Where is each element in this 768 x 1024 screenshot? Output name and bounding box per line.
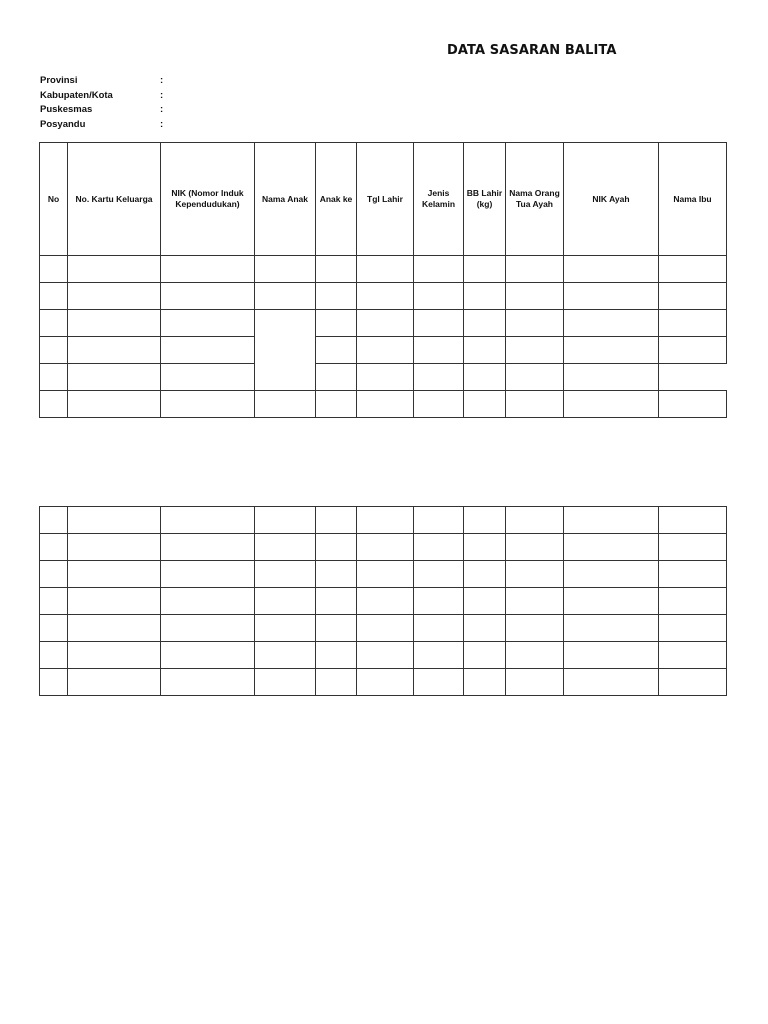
table-row	[40, 534, 727, 561]
table-cell[interactable]	[506, 669, 564, 696]
table-cell[interactable]	[357, 669, 414, 696]
table-cell[interactable]	[255, 256, 316, 283]
table-cell[interactable]	[255, 507, 316, 534]
table-cell[interactable]	[68, 642, 161, 669]
balita-table-2	[39, 506, 727, 696]
table-cell[interactable]	[68, 615, 161, 642]
table-cell[interactable]	[40, 283, 68, 310]
table-cell[interactable]	[357, 391, 414, 418]
table-row	[40, 507, 727, 534]
table-row	[40, 642, 727, 669]
meta-label: Posyandu	[40, 118, 86, 130]
table-cell[interactable]	[40, 561, 68, 588]
table-cell[interactable]	[564, 588, 659, 615]
document-title: DATA SASARAN BALITA	[447, 43, 617, 58]
table-cell[interactable]	[161, 337, 255, 364]
table-cell[interactable]	[357, 310, 414, 337]
table-cell[interactable]	[40, 534, 68, 561]
meta-provinsi	[40, 74, 180, 89]
table-cell[interactable]	[68, 669, 161, 696]
table-cell[interactable]	[564, 561, 659, 588]
table-cell[interactable]	[464, 534, 506, 561]
table-cell[interactable]	[464, 642, 506, 669]
table-cell[interactable]	[255, 615, 316, 642]
balita-table-1	[39, 142, 727, 418]
table-cell[interactable]	[506, 561, 564, 588]
table-cell[interactable]	[161, 256, 255, 283]
table-cell[interactable]	[564, 642, 659, 669]
table-cell[interactable]	[40, 391, 68, 418]
table-cell[interactable]	[316, 337, 357, 364]
header-nama-ibu: Nama Ibu	[659, 143, 727, 256]
table-cell[interactable]	[40, 642, 68, 669]
table-cell[interactable]	[464, 364, 506, 391]
table-cell[interactable]	[68, 534, 161, 561]
table-cell[interactable]	[564, 615, 659, 642]
table-cell[interactable]	[161, 283, 255, 310]
table-cell[interactable]	[506, 256, 564, 283]
table-cell[interactable]	[564, 364, 659, 391]
table-cell[interactable]	[414, 561, 464, 588]
table-cell[interactable]	[506, 615, 564, 642]
table-cell[interactable]	[161, 534, 255, 561]
table-cell[interactable]	[414, 364, 464, 391]
table-cell[interactable]	[464, 256, 506, 283]
table-cell[interactable]	[40, 256, 68, 283]
table-cell[interactable]	[68, 310, 161, 337]
table-cell[interactable]	[68, 283, 161, 310]
table-cell[interactable]	[414, 391, 464, 418]
header-nik-ayah: NIK Ayah	[564, 143, 659, 256]
table-cell[interactable]	[316, 391, 357, 418]
table-row	[40, 364, 727, 391]
table-cell[interactable]	[68, 561, 161, 588]
table-row	[40, 391, 727, 418]
table-cell[interactable]	[316, 364, 357, 391]
table-cell[interactable]	[68, 337, 161, 364]
table-cell[interactable]	[357, 561, 414, 588]
table-cell[interactable]	[506, 364, 564, 391]
table-cell[interactable]	[659, 283, 727, 310]
table-cell[interactable]	[564, 310, 659, 337]
table-cell[interactable]	[659, 256, 727, 283]
table-cell[interactable]	[316, 256, 357, 283]
table-row	[40, 256, 727, 283]
table-cell[interactable]	[255, 561, 316, 588]
table-cell[interactable]	[316, 507, 357, 534]
table-cell[interactable]	[357, 337, 414, 364]
table-cell[interactable]	[161, 588, 255, 615]
table-cell[interactable]	[659, 507, 727, 534]
table-cell[interactable]	[414, 615, 464, 642]
meta-colon: :	[160, 89, 164, 101]
table-row	[40, 588, 727, 615]
table-cell[interactable]	[659, 534, 727, 561]
table-cell[interactable]	[659, 615, 727, 642]
table-cell[interactable]	[659, 561, 727, 588]
meta-label: Puskesmas	[40, 104, 93, 115]
table-row	[40, 310, 727, 337]
table-cell[interactable]	[161, 391, 255, 418]
meta-posyandu	[40, 118, 180, 133]
table-cell[interactable]	[659, 337, 727, 364]
table-cell[interactable]	[414, 283, 464, 310]
header-jenis-kelamin: Jenis Kelamin	[414, 143, 464, 256]
table-cell[interactable]	[464, 391, 506, 418]
table-cell[interactable]	[68, 391, 161, 418]
table-cell[interactable]	[255, 642, 316, 669]
table-cell[interactable]	[161, 364, 255, 391]
table-cell[interactable]	[414, 337, 464, 364]
table-cell[interactable]	[506, 337, 564, 364]
table-cell[interactable]	[255, 588, 316, 615]
table-cell[interactable]	[161, 310, 255, 337]
table-cell[interactable]	[68, 364, 161, 391]
table-cell[interactable]	[316, 561, 357, 588]
table-cell[interactable]	[659, 391, 727, 418]
table-cell[interactable]	[506, 507, 564, 534]
table-cell[interactable]	[161, 642, 255, 669]
table-cell[interactable]	[357, 256, 414, 283]
table-cell[interactable]	[564, 507, 659, 534]
meta-label: Provinsi	[40, 75, 78, 86]
table-cell[interactable]	[40, 588, 68, 615]
table-cell[interactable]	[255, 669, 316, 696]
table-row	[40, 669, 727, 696]
header-nama-orang-tua-ayah: Nama Orang Tua Ayah	[506, 143, 564, 256]
header-no-kartu-keluarga: No. Kartu Keluarga	[68, 143, 161, 256]
table-cell[interactable]	[316, 310, 357, 337]
table-cell[interactable]	[414, 669, 464, 696]
meta-kabupaten-kota	[40, 89, 180, 104]
table-row	[40, 615, 727, 642]
table-cell[interactable]	[464, 507, 506, 534]
header-anak-ke: Anak ke	[316, 143, 357, 256]
table-cell[interactable]	[40, 615, 68, 642]
table-cell[interactable]	[255, 283, 316, 310]
table-cell[interactable]	[40, 669, 68, 696]
table-cell[interactable]	[255, 391, 316, 418]
table-cell[interactable]	[161, 615, 255, 642]
header-tgl-lahir: Tgl Lahir	[357, 143, 414, 256]
table-cell[interactable]	[414, 588, 464, 615]
table-cell[interactable]	[506, 588, 564, 615]
table-cell[interactable]	[506, 534, 564, 561]
table-cell[interactable]	[414, 507, 464, 534]
table-cell[interactable]	[414, 310, 464, 337]
table-cell[interactable]	[464, 588, 506, 615]
table-cell[interactable]	[357, 534, 414, 561]
table-cell[interactable]	[316, 615, 357, 642]
table-cell[interactable]	[68, 256, 161, 283]
table-cell[interactable]	[659, 669, 727, 696]
table-cell[interactable]	[161, 507, 255, 534]
table-cell[interactable]	[414, 642, 464, 669]
table-cell[interactable]	[659, 364, 727, 391]
table-cell[interactable]	[506, 642, 564, 669]
table-cell[interactable]	[659, 642, 727, 669]
table-cell[interactable]	[316, 669, 357, 696]
table-cell[interactable]	[659, 310, 727, 337]
header-no: No	[40, 143, 68, 256]
table-cell[interactable]	[564, 391, 659, 418]
table-cell[interactable]	[564, 256, 659, 283]
table-cell[interactable]	[464, 561, 506, 588]
table-cell[interactable]	[255, 534, 316, 561]
table-cell[interactable]	[357, 642, 414, 669]
table-cell[interactable]	[161, 669, 255, 696]
table-cell[interactable]	[68, 507, 161, 534]
table-cell[interactable]	[464, 669, 506, 696]
table-cell[interactable]	[316, 642, 357, 669]
table-cell[interactable]	[464, 310, 506, 337]
table-cell[interactable]	[357, 588, 414, 615]
table-row	[40, 561, 727, 588]
meta-puskesmas	[40, 103, 180, 118]
table-cell-merged[interactable]	[255, 310, 316, 391]
table-row	[40, 283, 727, 310]
table-cell[interactable]	[564, 337, 659, 364]
meta-label: Kabupaten/Kota	[40, 89, 113, 101]
header-nik: NIK (Nomor Induk Kependudukan)	[161, 143, 255, 256]
table-cell[interactable]	[40, 337, 68, 364]
table-cell[interactable]	[659, 588, 727, 615]
table-cell[interactable]	[564, 669, 659, 696]
table-cell[interactable]	[464, 337, 506, 364]
table-cell[interactable]	[564, 283, 659, 310]
table-cell[interactable]	[161, 561, 255, 588]
table-row	[40, 337, 727, 364]
table-cell[interactable]	[357, 507, 414, 534]
table-header-row	[40, 143, 727, 256]
table-cell[interactable]	[414, 256, 464, 283]
header-bb-lahir: BB Lahir (kg)	[464, 143, 506, 256]
meta-colon: :	[160, 118, 164, 130]
header-nama-anak: Nama Anak	[255, 143, 316, 256]
table-cell[interactable]	[316, 534, 357, 561]
meta-colon: :	[160, 104, 164, 115]
table-cell[interactable]	[357, 283, 414, 310]
table-cell[interactable]	[357, 364, 414, 391]
table-cell[interactable]	[40, 364, 68, 391]
meta-colon: :	[160, 75, 164, 86]
table-cell[interactable]	[464, 283, 506, 310]
table-cell[interactable]	[68, 588, 161, 615]
table-cell[interactable]	[316, 588, 357, 615]
meta-fields	[40, 74, 180, 132]
table-cell[interactable]	[414, 534, 464, 561]
table-cell[interactable]	[564, 534, 659, 561]
table-cell[interactable]	[464, 615, 506, 642]
table-cell[interactable]	[316, 283, 357, 310]
table-cell[interactable]	[506, 283, 564, 310]
table-cell[interactable]	[40, 310, 68, 337]
table-cell[interactable]	[40, 507, 68, 534]
table-cell[interactable]	[506, 391, 564, 418]
table-cell[interactable]	[357, 615, 414, 642]
table-cell[interactable]	[506, 310, 564, 337]
